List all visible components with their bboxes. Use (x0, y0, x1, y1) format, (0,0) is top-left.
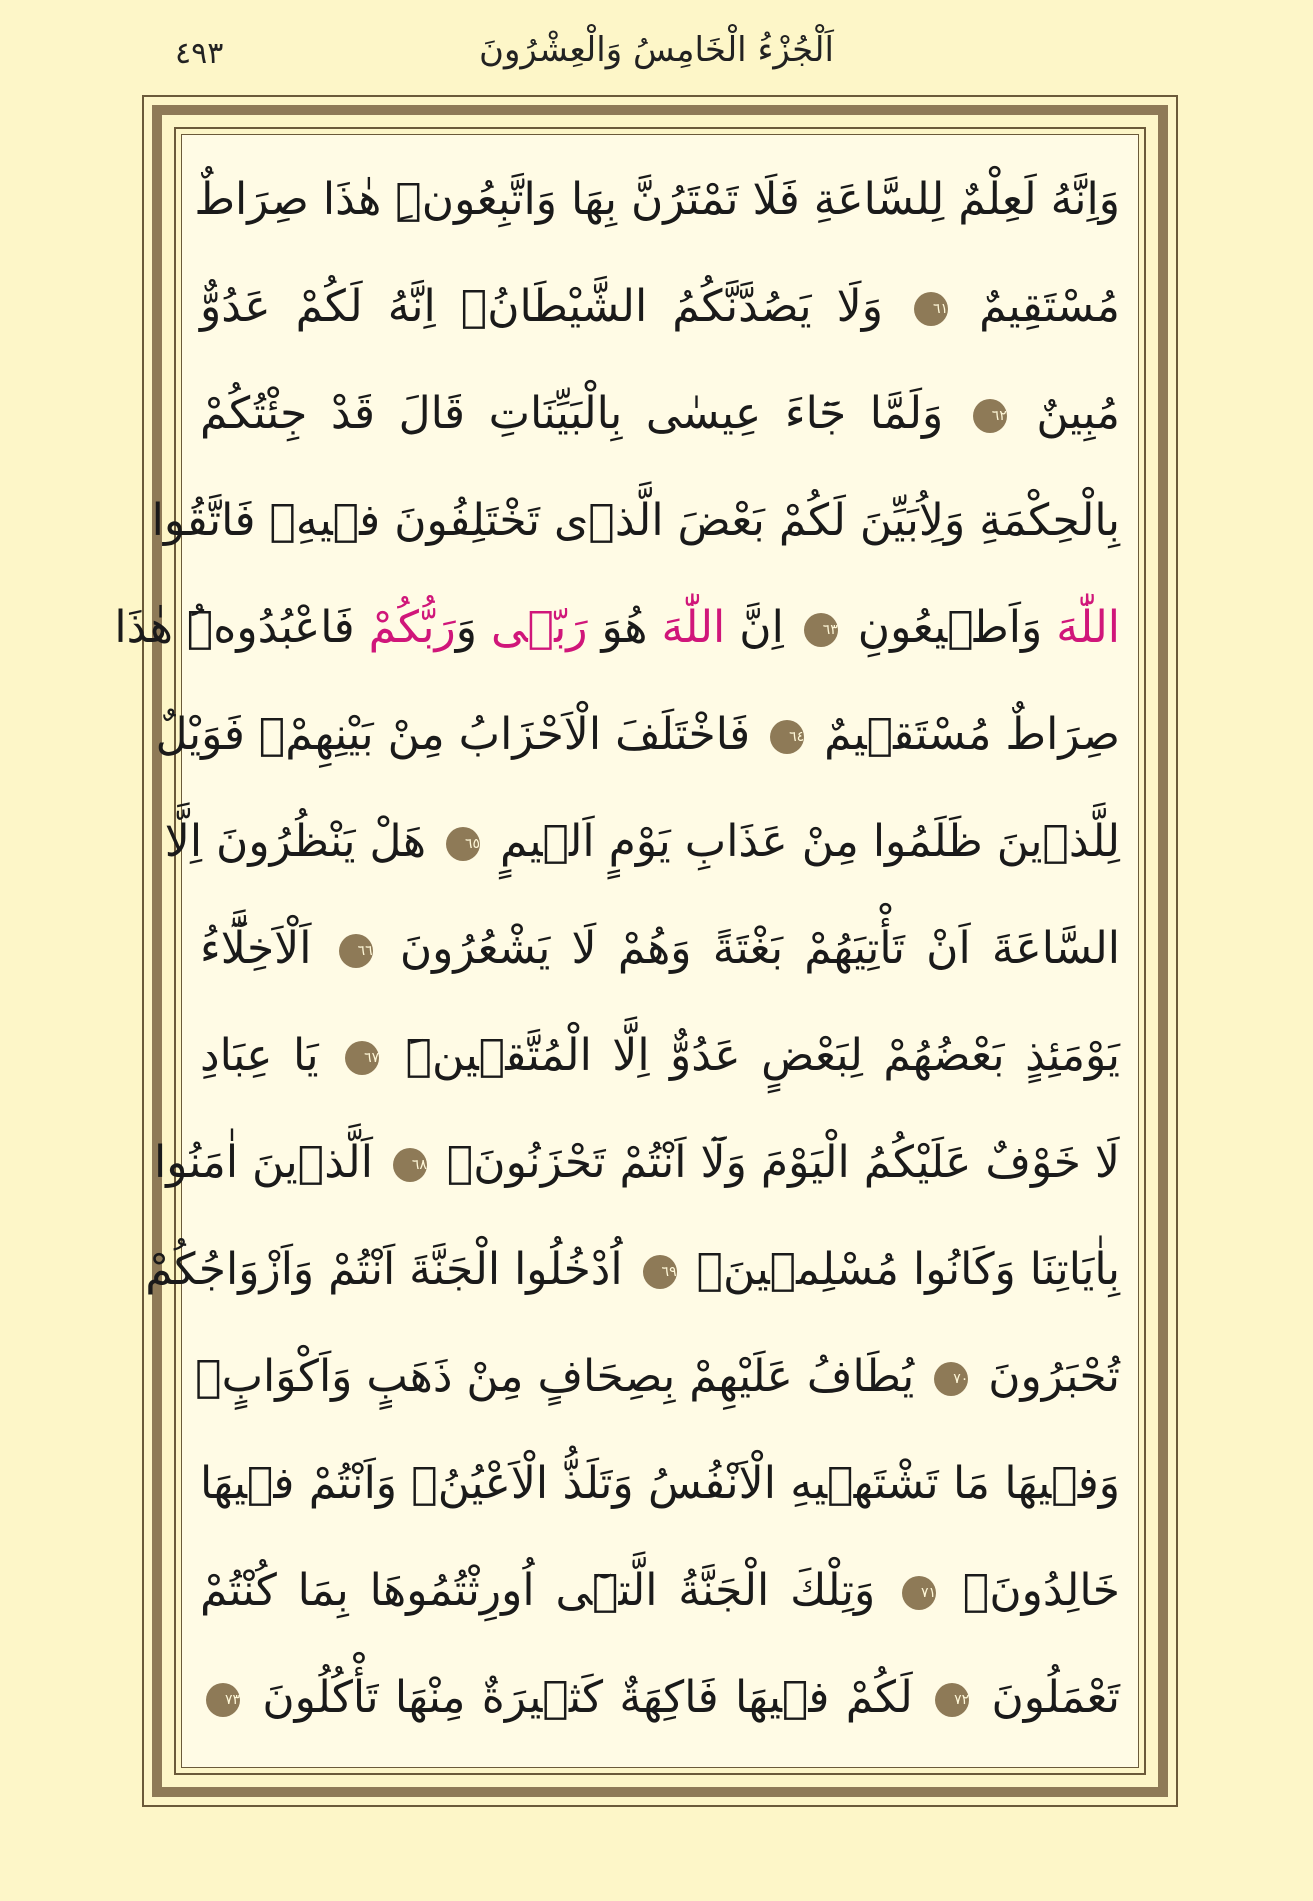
verse-text: هُوَ (587, 602, 662, 653)
verse-text: خَالِدُونَۚ (942, 1565, 1121, 1616)
text-line (200, 364, 1120, 464)
text-line (145, 1220, 1120, 1320)
verse-text: فَاخْتَلَفَ الْاَحْزَابُ مِنْ بَيْنِهِمْۚ فَوَيْلٌ (155, 709, 765, 760)
text-line (200, 1541, 1120, 1641)
text-line (155, 685, 1120, 785)
text-line (194, 150, 1120, 250)
ayah-number-marker: ٧٢ (935, 1683, 969, 1717)
verse-text: بِالْحِكْمَةِ وَلِاُبَيِّنَ لَكُمْ بَعْضَ الَّذٖى تَخْتَلِفُونَ فٖيهِۚ فَاتَّقُوا (151, 495, 1120, 546)
divine-name-text: رَبُّكُمْ (368, 602, 456, 653)
text-line (114, 578, 1120, 678)
verse-text: يَا عِبَادِ (200, 1030, 340, 1081)
verse-text: فَاعْبُدُوهُۜ هٰذَا (114, 602, 369, 653)
verse-text: يَوْمَئِذٍ بَعْضُهُمْ لِبَعْضٍ عَدُوٌّ اِلَّا الْمُتَّقٖينَۜ (385, 1030, 1121, 1081)
verse-text: يُطَافُ عَلَيْهِمْ بِصِحَافٍ مِنْ ذَهَبٍ وَاَكْوَابٍۚ (195, 1351, 929, 1402)
ayah-number-marker: ٦٥ (446, 827, 480, 861)
divine-name-text: رَبّٖى (490, 602, 588, 653)
ayah-number-marker: ٦٤ (770, 720, 804, 754)
verse-text: لَا خَوْفٌ عَلَيْكُمُ الْيَوْمَ وَلَٓا اَنْتُمْ تَحْزَنُونَۚ (432, 1137, 1120, 1188)
verse-text: اَلَّذٖينَ اٰمَنُوا (154, 1137, 387, 1188)
ayah-number-marker: ٦٨ (393, 1148, 427, 1182)
ayah-number-marker: ٦٣ (804, 613, 838, 647)
text-line (200, 899, 1120, 999)
ayah-number-marker: ٦٢ (973, 399, 1007, 433)
ayah-number-marker: ٧٣ (206, 1683, 240, 1717)
text-line (195, 1327, 1120, 1427)
verse-text: وَ (455, 602, 491, 653)
verse-text: مُبِينٌ (1012, 388, 1120, 439)
text-line (154, 1113, 1120, 1213)
text-line (200, 1648, 1120, 1748)
text-line (151, 471, 1120, 571)
quran-text-block (114, 150, 1121, 1760)
verse-text: وَلَا يَصُدَّنَّكُمُ الشَّيْطَانُۚ اِنَّهُ لَكُمْ عَدُوٌّ (200, 281, 909, 332)
verse-text: وَاَطٖيعُونِ (843, 602, 1057, 653)
verse-text: وَلَمَّا جَٓاءَ عِيسٰى بِالْبَيِّنَاتِ قَالَ قَدْ جِئْتُكُمْ (200, 388, 967, 439)
verse-text: السَّاعَةَ اَنْ تَأْتِيَهُمْ بَغْتَةً وَهُمْ لَا يَشْعُرُونَ (378, 923, 1120, 974)
verse-text: هَلْ يَنْظُرُونَ اِلَّا (164, 816, 441, 867)
text-line (200, 1434, 1120, 1534)
divine-name-text: اللّٰهَ (1056, 602, 1120, 653)
ayah-number-marker: ٦١ (914, 292, 948, 326)
page-header (0, 22, 1313, 82)
verse-text: مُسْتَقِيمٌ (954, 281, 1121, 332)
text-line (200, 1006, 1120, 1106)
verse-text: لَكُمْ فٖيهَا فَاكِهَةٌ كَثٖيرَةٌ مِنْهَا تَأْكُلُونَ (246, 1672, 930, 1723)
divine-name-text: اللّٰهَ (661, 602, 726, 653)
verse-text: تَعْمَلُونَ (975, 1672, 1120, 1723)
verse-text: وَتِلْكَ الْجَنَّةُ الَّتٖٓى اُورِثْتُمُوهَا بِمَا كُنْتُمْ (200, 1565, 897, 1616)
ayah-number-marker: ٧٠ (934, 1362, 968, 1396)
ayah-number-marker: ٦٦ (339, 934, 373, 968)
verse-text: اَلْاَخِلَّٓاءُ (200, 923, 333, 974)
page-number: ٤٩٣ (175, 36, 224, 71)
verse-text: اُدْخُلُوا الْجَنَّةَ اَنْتُمْ وَاَزْوَاجُكُمْ (145, 1244, 637, 1295)
verse-text: صِرَاطٌ مُسْتَقٖيمٌ (810, 709, 1120, 760)
ayah-number-marker: ٧١ (902, 1576, 936, 1610)
verse-text: بِاٰيَاتِنَا وَكَانُوا مُسْلِمٖينَۚ (682, 1244, 1120, 1295)
text-line (164, 792, 1120, 892)
verse-text: لِلَّذٖينَ ظَلَمُوا مِنْ عَذَابِ يَوْمٍ اَلٖيمٍ (486, 816, 1120, 867)
verse-text: وَاِنَّهُ لَعِلْمٌ لِلسَّاعَةِ فَلَا تَمْتَرُنَّ بِهَا وَاتَّبِعُونِۜ هٰذَا صِرَاطٌ (194, 174, 1120, 225)
ayah-number-marker: ٦٩ (643, 1255, 677, 1289)
ayah-number-marker: ٦٧ (345, 1041, 379, 1075)
text-line (200, 257, 1120, 357)
verse-text: تُحْبَرُونَ (974, 1351, 1120, 1402)
verse-text: اِنَّ (725, 602, 798, 653)
verse-text: وَفٖيهَا مَا تَشْتَهٖيهِ الْاَنْفُسُ وَتَلَذُّ الْاَعْيُنُۚ وَاَنْتُمْ فٖيهَا (200, 1458, 1120, 1509)
juz-title: اَلْجُزْءُ الْخَامِسُ وَالْعِشْرُونَ (479, 30, 834, 70)
